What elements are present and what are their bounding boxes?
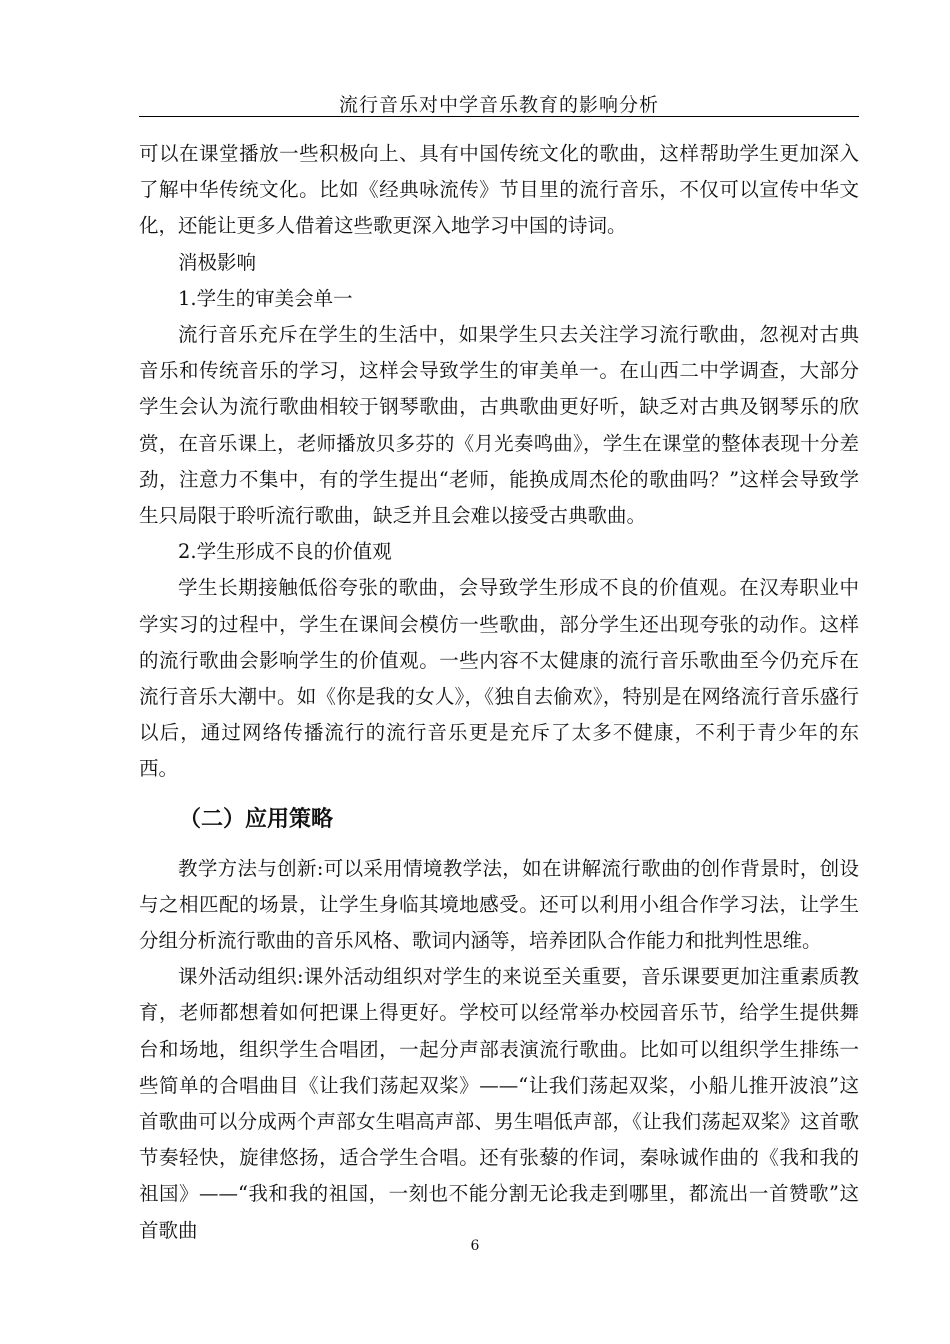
negative-impact-heading: 消极影响 [178, 250, 257, 274]
section-heading-strategy: （二）应用策略 [179, 806, 334, 832]
page-body [139, 136, 859, 1249]
running-header: 流行音乐对中学音乐教育的影响分析 [338, 94, 659, 116]
header-divider [139, 116, 859, 117]
page-number: 6 [470, 1238, 480, 1254]
paragraph-teaching-methods: 教学方法与创新:可以采用情境教学法，如在讲解流行歌曲的创作背景时，创设与之相匹配的场景，让学生身临其境地感受。还可以利用小组合作学习法，让学生分组分析流行歌曲的音乐风格、歌词内涵等，培养团队合作能力和批判性思维。 [139, 856, 859, 953]
paragraph-extracurricular: 课外活动组织:课外活动组织对学生的来说至关重要，音乐课要更加注重素质教育，老师都想着如何把课上得更好。学校可以经常举办校园音乐节，给学生提供舞台和场地，组织学生合唱团，一起分声部表演流行歌曲。比如可以组织学生排练一些简单的合唱曲目《让我们荡起双桨》——“让我们荡起双桨，小船儿推开波浪”这首歌曲可以分成两个声部女生唱高声部、男生唱低声部，《让我们荡起双桨》这首歌节奏轻快，旋律悠扬，适合学生合唱。还有张藜的作词，秦咏诚作曲的《我和我的祖国》——“我和我的祖国，一刻也不能分割无论我走到哪里，都流出一首赞歌”这首歌曲 [139, 965, 859, 1242]
paragraph-aesthetic: 流行音乐充斥在学生的生活中，如果学生只去关注学习流行歌曲，忽视对古典音乐和传统音乐的学习，这样会导致学生的审美单一。在山西二中学调查，大部分学生会认为流行歌曲相较于钢琴歌曲，古典歌曲更好听，缺乏对古典及钢琴乐的欣赏，在音乐课上，老师播放贝多芬的《月光奏鸣曲》，学生在课堂的整体表现十分差劲，注意力不集中，有的学生提出“老师，能换成周杰伦的歌曲吗？”这样会导致学生只局限于聆听流行歌曲，缺乏并且会难以接受古典歌曲。 [139, 323, 859, 528]
subheading-aesthetic: 1.学生的审美会单一 [178, 286, 353, 310]
paragraph-continued: 可以在课堂播放一些积极向上、具有中国传统文化的歌曲，这样帮助学生更加深入了解中华传统文化。比如《经典咏流传》节目里的流行音乐，不仅可以宣传中华文化，还能让更多人借着这些歌更深入地学习中国的诗词。 [139, 142, 859, 238]
subheading-values: 2.学生形成不良的价值观 [178, 540, 392, 564]
paragraph-values: 学生长期接触低俗夸张的歌曲，会导致学生形成不良的价值观。在汉寿职业中学实习的过程中，学生在课间会模仿一些歌曲，部分学生还出现夸张的动作。这样的流行歌曲会影响学生的价值观。一些内容不太健康的流行音乐歌曲至今仍充斥在流行音乐大潮中。如《你是我的女人》，《独自去偷欢》，特别是在网络流行音乐盛行以后，通过网络传播流行的流行音乐更是充斥了太多不健康，不利于青少年的东西。 [139, 576, 859, 781]
